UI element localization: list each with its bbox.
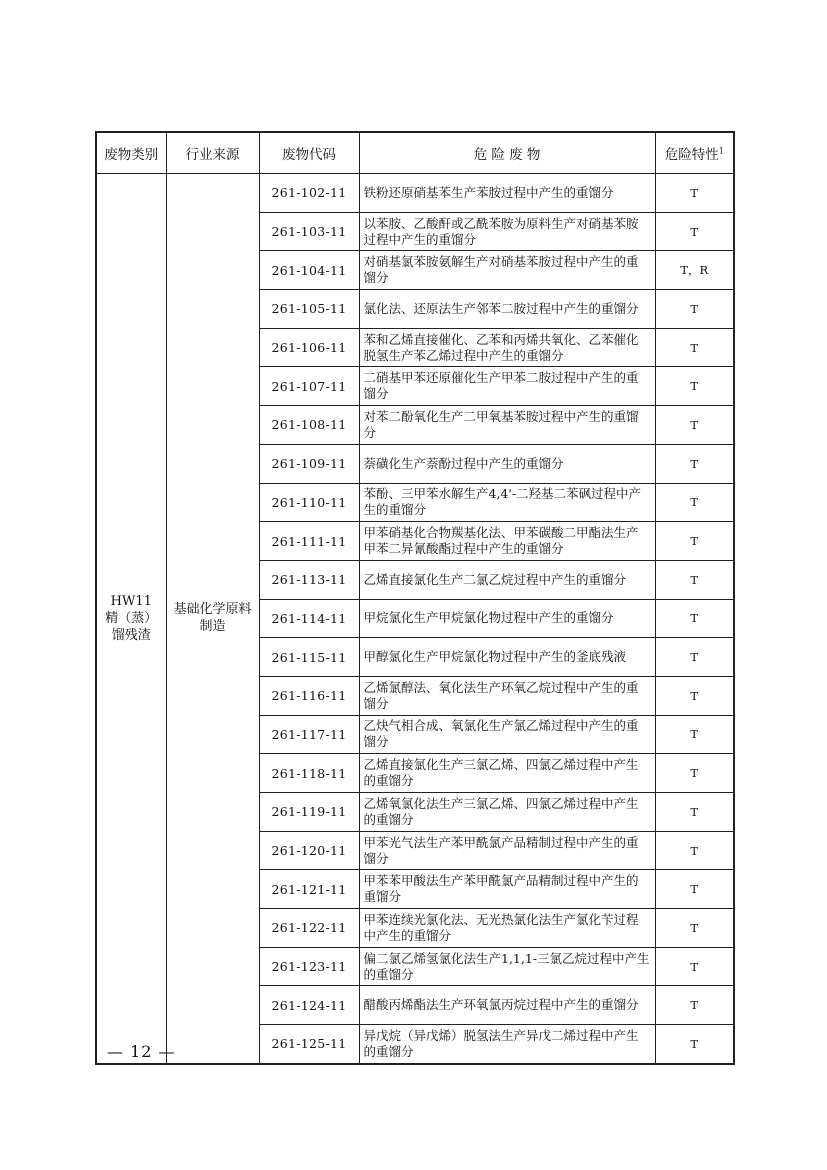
waste-code-cell: 261-106-11: [259, 328, 359, 367]
waste-code-cell: 261-122-11: [259, 909, 359, 948]
header-code: 废物代码: [259, 132, 359, 174]
waste-name-cell: 甲醇氯化生产甲烷氯化物过程中产生的釜底残液: [359, 638, 655, 677]
characteristic-cell: T: [655, 1025, 734, 1064]
header-characteristic: [655, 132, 734, 174]
characteristic-cell: T: [655, 986, 734, 1025]
hazardous-waste-table: [95, 131, 735, 1065]
table-body: [96, 174, 734, 1064]
characteristic-cell: T: [655, 909, 734, 948]
waste-name-cell: 异戊烷（异戊烯）脱氢法生产异戊二烯过程中产生的重馏分: [359, 1025, 655, 1064]
header-waste: 危 险 废 物: [359, 132, 655, 174]
characteristic-cell: T: [655, 174, 734, 213]
waste-name-cell: 醋酸丙烯酯法生产环氧氯丙烷过程中产生的重馏分: [359, 986, 655, 1025]
header-characteristic-note: 1: [718, 146, 724, 156]
characteristic-cell: T: [655, 290, 734, 329]
waste-code-cell: 261-116-11: [259, 676, 359, 715]
characteristic-cell: T: [655, 328, 734, 367]
characteristic-cell: T: [655, 444, 734, 483]
waste-code-cell: 261-110-11: [259, 483, 359, 522]
waste-code-cell: 261-123-11: [259, 947, 359, 986]
waste-code-cell: 261-114-11: [259, 599, 359, 638]
characteristic-cell: T: [655, 599, 734, 638]
waste-code-cell: 261-124-11: [259, 986, 359, 1025]
waste-name-cell: 偏二氯乙烯氢氯化法生产1,1,1-三氯乙烷过程中产生的重馏分: [359, 947, 655, 986]
waste-name-cell: 乙烯直接氯化生产三氯乙烯、四氯乙烯过程中产生的重馏分: [359, 754, 655, 793]
waste-name-cell: 苯酚、三甲苯水解生产4,4'-二羟基二苯砜过程中产生的重馏分: [359, 483, 655, 522]
waste-code-cell: 261-113-11: [259, 560, 359, 599]
table-row: [96, 174, 734, 213]
waste-name-cell: 甲苯硝基化合物羰基化法、甲苯碳酸二甲酯法生产甲苯二异氰酸酯过程中产生的重馏分: [359, 522, 655, 561]
characteristic-cell: T: [655, 560, 734, 599]
waste-code-cell: 261-115-11: [259, 638, 359, 677]
waste-code-cell: 261-108-11: [259, 406, 359, 445]
waste-category-cell: HW11 精（蒸） 馏残渣: [96, 174, 166, 1064]
waste-code-cell: 261-104-11: [259, 251, 359, 290]
characteristic-cell: T: [655, 793, 734, 832]
characteristic-cell: T: [655, 676, 734, 715]
characteristic-cell: T: [655, 870, 734, 909]
waste-code-cell: 261-102-11: [259, 174, 359, 213]
waste-name-cell: 甲烷氯化生产甲烷氯化物过程中产生的重馏分: [359, 599, 655, 638]
waste-name-cell: 对苯二酚氧化生产二甲氧基苯胺过程中产生的重馏分: [359, 406, 655, 445]
waste-name-cell: 乙炔气相合成、氧氯化生产氯乙烯过程中产生的重馏分: [359, 715, 655, 754]
waste-name-cell: 乙烯直接氯化生产二氯乙烷过程中产生的重馏分: [359, 560, 655, 599]
waste-name-cell: 甲苯苯甲酸法生产苯甲酰氯产品精制过程中产生的重馏分: [359, 870, 655, 909]
waste-code-cell: 261-105-11: [259, 290, 359, 329]
characteristic-cell: T: [655, 831, 734, 870]
waste-name-cell: 对硝基氯苯胺氨解生产对硝基苯胺过程中产生的重馏分: [359, 251, 655, 290]
characteristic-cell: T: [655, 715, 734, 754]
industry-source-cell: 基础化学原料 制造: [166, 174, 259, 1064]
characteristic-cell: T: [655, 947, 734, 986]
waste-name-cell: 铁粉还原硝基苯生产苯胺过程中产生的重馏分: [359, 174, 655, 213]
waste-name-cell: 苯和乙烯直接催化、乙苯和丙烯共氧化、乙苯催化脱氢生产苯乙烯过程中产生的重馏分: [359, 328, 655, 367]
header-category: 废物类别: [96, 132, 166, 174]
characteristic-cell: T: [655, 367, 734, 406]
waste-name-cell: 氯化法、还原法生产邻苯二胺过程中产生的重馏分: [359, 290, 655, 329]
header-characteristic-label: 危险特性: [664, 147, 719, 163]
waste-name-cell: 萘磺化生产萘酚过程中产生的重馏分: [359, 444, 655, 483]
characteristic-cell: T: [655, 754, 734, 793]
waste-code-cell: 261-118-11: [259, 754, 359, 793]
waste-code-cell: 261-117-11: [259, 715, 359, 754]
waste-name-cell: 二硝基甲苯还原催化生产甲苯二胺过程中产生的重馏分: [359, 367, 655, 406]
waste-code-cell: 261-121-11: [259, 870, 359, 909]
waste-code-cell: 261-103-11: [259, 212, 359, 251]
characteristic-cell: T: [655, 522, 734, 561]
waste-name-cell: 乙烯氧氯化法生产三氯乙烯、四氯乙烯过程中产生的重馏分: [359, 793, 655, 832]
waste-code-cell: 261-111-11: [259, 522, 359, 561]
header-industry: 行业来源: [166, 132, 259, 174]
table-header-row: [96, 132, 734, 174]
characteristic-cell: T: [655, 406, 734, 445]
characteristic-cell: T: [655, 638, 734, 677]
characteristic-cell: T，R: [655, 251, 734, 290]
characteristic-cell: T: [655, 212, 734, 251]
characteristic-cell: T: [655, 483, 734, 522]
waste-code-cell: 261-120-11: [259, 831, 359, 870]
waste-name-cell: 甲苯光气法生产苯甲酰氯产品精制过程中产生的重馏分: [359, 831, 655, 870]
waste-name-cell: 乙烯氯醇法、氧化法生产环氧乙烷过程中产生的重馏分: [359, 676, 655, 715]
page-number: — 12 —: [107, 1042, 176, 1061]
waste-code-cell: 261-109-11: [259, 444, 359, 483]
waste-code-cell: 261-107-11: [259, 367, 359, 406]
waste-code-cell: 261-119-11: [259, 793, 359, 832]
waste-name-cell: 甲苯连续光氯化法、无光热氯化法生产氯化苄过程中产生的重馏分: [359, 909, 655, 948]
waste-name-cell: 以苯胺、乙酸酐或乙酰苯胺为原料生产对硝基苯胺过程中产生的重馏分: [359, 212, 655, 251]
waste-code-cell: 261-125-11: [259, 1025, 359, 1064]
